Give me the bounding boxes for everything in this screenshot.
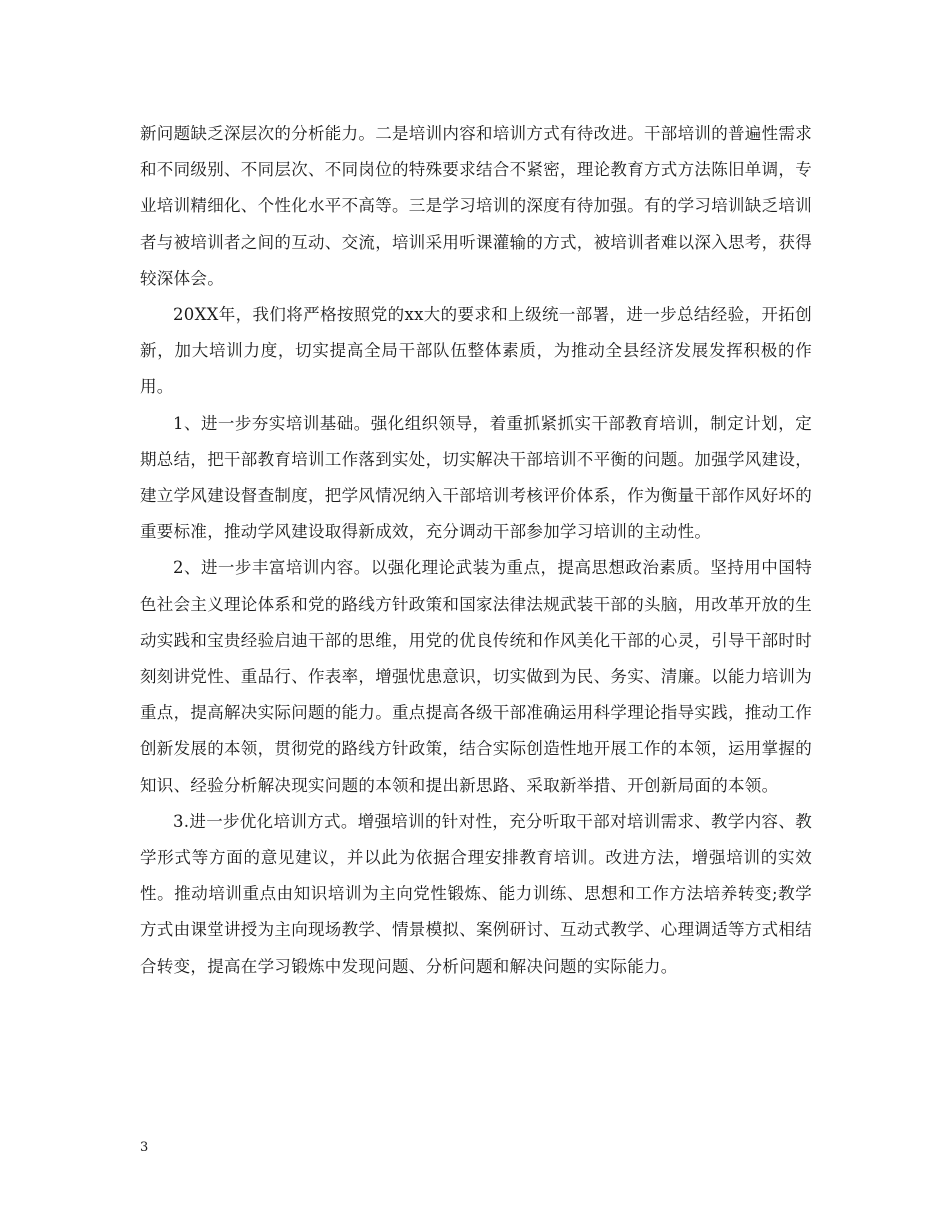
document-body xyxy=(140,116,812,985)
page-number: 3 xyxy=(140,1140,149,1155)
paragraph-3: 1、进一步夯实培训基础。强化组织领导，着重抓紧抓实干部教育培训，制定计划，定期总结，把干部教育培训工作落到实处，切实解决干部培训不平衡的问题。加强学风建设，建立学风建设督查制度，把学风情况纳入干部培训考核评价体系，作为衡量干部作风好坏的重要标准，推动学风建设取得新成效，充分调动干部参加学习培训的主动性。 xyxy=(140,413,812,542)
paragraph-5: 3.进一步优化培训方式。增强培训的针对性，充分听取干部对培训需求、教学内容、教学形式等方面的意见建议，并以此为依据合理安排教育培训。改进方法，增强培训的实效性。推动培训重点由知识培训为主向党性锻炼、能力训练、思想和工作方法培养转变;教学方式由课堂讲授为主向现场教学、情景模拟、案例研讨、互动式教学、心理调适等方式相结合转变，提高在学习锻炼中发现问题、分析问题和解决问题的实际能力。 xyxy=(140,811,812,976)
paragraph-2: 20XX年，我们将严格按照党的xx大的要求和上级统一部署，进一步总结经验，开拓创新，加大培训力度，切实提高全局干部队伍整体素质，为推动全县经济发展发挥积极的作用。 xyxy=(140,305,812,397)
paragraph-4: 2、进一步丰富培训内容。以强化理论武装为重点，提高思想政治素质。坚持用中国特色社会主义理论体系和党的路线方针政策和国家法律法规武装干部的头脑，用改革开放的生动实践和宝贵经验启迪干部的思维，用党的优良传统和作风美化干部的心灵，引导干部时时刻刻讲党性、重品行、作表率，增强忧患意识，切实做到为民、务实、清廉。以能力培训为重点，提高解决实际问题的能力。重点提高各级干部准确运用科学理论指导实践，推动工作创新发展的本领，贯彻党的路线方针政策，结合实际创造性地开展工作的本领，运用掌握的知识、经验分析解决现实问题的本领和提出新思路、采取新举措、开创新局面的本领。 xyxy=(140,558,812,795)
paragraph-1: 新问题缺乏深层次的分析能力。二是培训内容和培训方式有待改进。干部培训的普遍性需求和不同级别、不同层次、不同岗位的特殊要求结合不紧密，理论教育方式方法陈旧单调，专业培训精细化、个性化水平不高等。三是学习培训的深度有待加强。有的学习培训缺乏培训者与被培训者之间的互动、交流，培训采用听课灌输的方式，被培训者难以深入思考，获得较深体会。 xyxy=(140,124,812,288)
